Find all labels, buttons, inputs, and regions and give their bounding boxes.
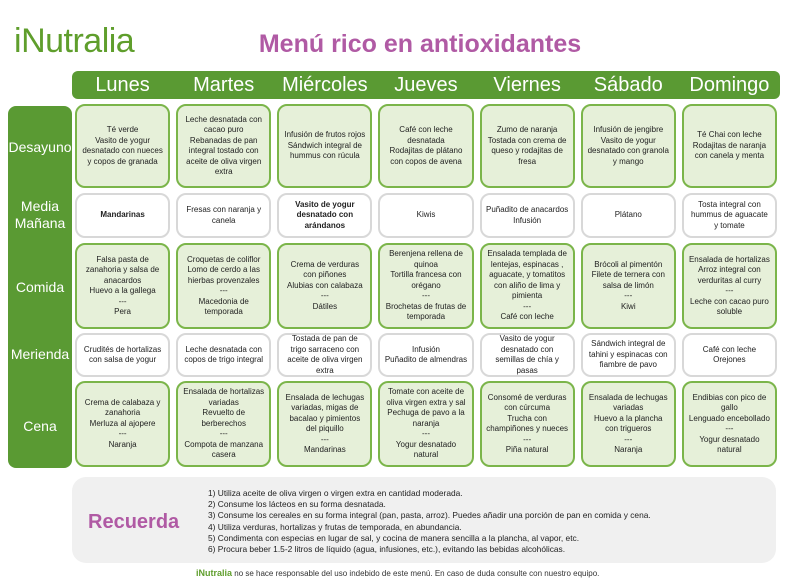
menu-cell: Té Chai con leche Rodajitas de naranja con canela y menta: [682, 104, 777, 188]
menu-cell: Infusión de frutos rojos Sándwich integral de hummus con rúcula: [277, 104, 372, 188]
menu-cell: Plátano: [581, 193, 676, 238]
menu-cell: Té verde Vasito de yogur desnatado con nueces y copos de granada: [75, 104, 170, 188]
menu-cell: Tomate con aceite de oliva virgen extra y sal Pechuga de pavo a la naranja --- Yogur desnatado natural: [378, 381, 473, 467]
menu-cell: Mandarinas: [75, 193, 170, 238]
menu-cell: Croquetas de coliflor Lomo de cerdo a las hierbas provenzales --- Macedonia de temporada: [176, 243, 271, 329]
menu-cell: Vasito de yogur desnatado con semillas de chía y pasas: [480, 333, 575, 377]
menu-cell: Consomé de verduras con cúrcuma Trucha con champiñones y nueces --- Piña natural: [480, 381, 575, 467]
row-media-manana: [72, 193, 780, 238]
day-sabado: Sábado: [593, 74, 663, 96]
row-label-cena: Cena: [23, 418, 57, 434]
menu-cell: Crema de verduras con piñones Alubias con calabaza --- Dátiles: [277, 243, 372, 329]
menu-cell: Ensalada de lechugas variadas, migas de bacalao y pimientos del piquillo --- Mandarinas: [277, 381, 372, 467]
menu-cell: Crudités de hortalizas con salsa de yogur: [75, 333, 170, 377]
list-item: 3) Consume los cereales en su forma integral (pan, pasta, arroz). Puedes añadir una porción de pan en comida y cena.: [208, 510, 651, 521]
menu-cell: Leche desnatada con cacao puro Rebanadas de pan integral tostado con aceite de oliva virgen extra: [176, 104, 271, 188]
row-label-desayuno: Desayuno: [8, 139, 72, 155]
page-title: Menú rico en antioxidantes: [258, 30, 582, 58]
menu-cell: Tostada de pan de trigo sarraceno con aceite de oliva virgen extra: [277, 333, 372, 377]
menu-cell: Ensalada de hortalizas Arroz integral con verduritas al curry --- Leche con cacao puro soluble: [682, 243, 777, 329]
menu-cell: Tosta integral con hummus de aguacate y tomate: [682, 193, 777, 238]
footer-brand: iNutralia: [196, 568, 233, 578]
days-header: [72, 71, 780, 99]
disclaimer-text: no se hace responsable del uso indebido de este menú. En caso de duda consulte con nuestro equipo.: [232, 569, 600, 578]
list-item: 1) Utiliza aceite de oliva virgen o virgen extra en cantidad moderada.: [208, 488, 463, 498]
row-desayuno: [72, 104, 780, 188]
recuerda-label: Recuerda: [88, 511, 180, 533]
row-cena: [72, 381, 780, 467]
day-miercoles: Miércoles: [282, 74, 368, 96]
day-domingo: Domingo: [689, 74, 770, 96]
menu-cell: Café con leche desnatada Rodajitas de plátano con copos de avena: [378, 104, 473, 188]
menu-cell: Vasito de yogur desnatado con arándanos: [277, 193, 372, 238]
list-item: 5) Condimenta con especias en lugar de sal, y cocina de manera sencilla a la plancha, al vapor, etc.: [208, 532, 580, 543]
list-item: 2) Consume los lácteos en su forma desnatada.: [208, 499, 386, 510]
list-item: 6) Procura beber 1.5-2 litros de líquido (agua, infusiones, etc.), evitando las bebidas alcohólicas.: [208, 544, 566, 555]
list-item: 4) Utiliza verduras, hortalizas y frutas de temporada, en abundancia.: [208, 521, 462, 532]
menu-cell: Berenjena rellena de quinoa Tortilla francesa con orégano --- Brochetas de frutas de temporada: [378, 243, 473, 329]
menu-cell: Fresas con naranja y canela: [176, 193, 271, 238]
inutralia-logo: iNutralia: [14, 22, 135, 60]
menu-cell: Falsa pasta de zanahoria y salsa de anacardos Huevo a la gallega --- Pera: [75, 243, 170, 329]
day-jueves: Jueves: [394, 74, 458, 96]
day-martes: Martes: [193, 74, 255, 96]
menu-cell: Infusión Puñadito de almendras: [378, 333, 473, 377]
row-label-media-manana: Media Mañana: [14, 198, 66, 231]
menu-cell: Kiwis: [378, 193, 473, 238]
row-label-comida: Comida: [15, 279, 65, 295]
menu-cell: Ensalada de lechugas variadas Huevo a la plancha con trigueros --- Naranja: [581, 381, 676, 467]
recuerda-list: [208, 488, 651, 555]
row-merienda: [72, 333, 780, 377]
row-comida: [72, 243, 780, 329]
day-lunes: Lunes: [95, 74, 150, 96]
menu-cell: Leche desnatada con copos de trigo integral: [176, 333, 271, 377]
menu-cell: Puñadito de anacardos Infusión: [480, 193, 575, 238]
menu-cell: Café con leche Orejones: [682, 333, 777, 377]
day-viernes: Viernes: [493, 74, 561, 96]
menu-cell: Crema de calabaza y zanahoria Merluza al ajopere --- Naranja: [75, 381, 170, 467]
menu-cell: Brócoli al pimentón Filete de ternera con salsa de limón --- Kiwi: [581, 243, 676, 329]
recuerda-box: [72, 477, 776, 563]
disclaimer: [196, 568, 599, 578]
row-label-merienda: Merienda: [10, 346, 70, 362]
menu-cell: Sándwich integral de tahini y espinacas con fiambre de pavo: [581, 333, 676, 377]
menu-cell: Ensalada templada de lentejas, espinacas , aguacate, y tomatitos con aliño de lima y pimienta --- Café con leche: [480, 243, 575, 329]
menu-cell: Infusión de jengibre Vasito de yogur desnatado con granola y mango: [581, 104, 676, 188]
menu-cell: Endibias con pico de gallo Lenguado encebollado --- Yogur desnatado natural: [682, 381, 777, 467]
menu-cell: Ensalada de hortalizas variadas Revuelto de berberechos --- Compota de manzana casera: [176, 381, 271, 467]
menu-cell: Zumo de naranja Tostada con crema de queso y rodajitas de fresa: [480, 104, 575, 188]
